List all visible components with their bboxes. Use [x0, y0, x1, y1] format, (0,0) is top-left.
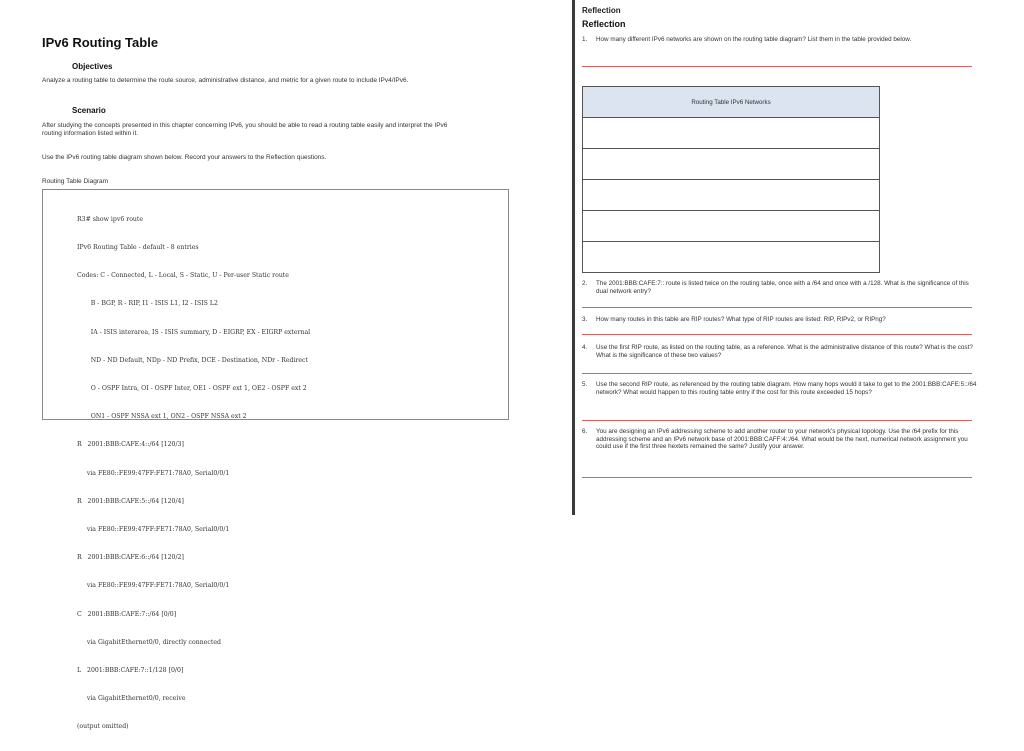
code-line: via FE80::FE99:47FF:FE71:78A0, Serial0/0/1	[77, 526, 230, 534]
code-line: via FE80::FE99:47FF:FE71:78A0, Serial0/0/1	[77, 469, 230, 477]
question-number: 2.	[582, 280, 588, 287]
diagram-label: Routing Table Diagram	[42, 178, 108, 185]
question-text: Use the first RIP route, as listed on the routing table, as a reference. What is the administrative distance of this route? What is the cost? What is the significance of these two values?	[596, 344, 973, 359]
code-line: C 2001:BBB:CAFE:7::/64 [0/0]	[77, 610, 177, 618]
scenario-text: After studying the concepts presented in this chapter concerning IPv6, you should be able to read a routing table easily and interpret the IPv6 routing information listed within it.	[42, 122, 448, 137]
objectives-heading: Objectives	[72, 62, 113, 71]
question-number: 1.	[582, 36, 588, 43]
code-line: via GigabitEthernet0/0, receive	[77, 695, 186, 703]
code-line: ON1 - OSPF NSSA ext 1, ON2 - OSPF NSSA ext 2	[77, 413, 247, 421]
answer-line[interactable]	[582, 477, 972, 478]
table-cell[interactable]	[583, 211, 880, 242]
answer-line[interactable]	[582, 420, 972, 421]
code-line: R3# show ipv6 route	[77, 215, 144, 223]
table-cell[interactable]	[583, 242, 880, 273]
code-line: IPv6 Routing Table - default - 8 entries	[77, 244, 199, 252]
code-line: O - OSPF Intra, OI - OSPF Inter, OE1 - OSPF ext 1, OE2 - OSPF ext 2	[77, 385, 307, 393]
table-cell[interactable]	[583, 180, 880, 211]
question-number: 5.	[582, 381, 588, 388]
question-text: Use the second RIP route, as referenced by the routing table diagram. How many hops would it take to get to the 2001:BBB:CAFE:5::/64 network? What would happen to this routing table entry if the cost for this route exceeded 15 hops?	[596, 381, 977, 396]
question-number: 6.	[582, 428, 588, 435]
question-text: How many routes in this table are RIP routes? What type of RIP routes are listed: RIP, RIPv2, or RIPng?	[596, 316, 886, 323]
code-line: Codes: C - Connected, L - Local, S - Static, U - Per-user Static route	[77, 272, 289, 280]
reflection-title: Reflection	[582, 19, 626, 29]
question-text: You are designing an IPv6 addressing scheme to add another router to your network's physical topology. Use the /64 prefix for this addressing scheme and an IPv6 network base of 2001:BBB:CAFF:4::/64. What would be the next, numerical network assignment you could use if the first three hextets remained the same? Justify your answer.	[596, 428, 968, 451]
right-page	[575, 0, 1024, 515]
code-line: R 2001:BBB:CAFE:5::/64 [120/4]	[77, 497, 184, 505]
routing-table-diagram	[42, 189, 509, 731]
code-line: IA - ISIS interarea, IS - ISIS summary, D - EIGRP, EX - EIGRP external	[77, 328, 311, 336]
table-cell[interactable]	[583, 149, 880, 180]
answer-line[interactable]	[582, 307, 972, 308]
code-line: ND - ND Default, NDp - ND Prefix, DCE - Destination, NDr - Redirect	[77, 356, 309, 364]
code-line: (output omitted)	[77, 723, 129, 731]
question-text: The 2001:BBB:CAFE:7:: route is listed twice on the routing table, once with a /64 and once with a /128. What is the significance of this dual network entry?	[596, 280, 969, 295]
code-line: R 2001:BBB:CAFE:4::/64 [120/3]	[77, 441, 184, 449]
instructions-text: Use the IPv6 routing table diagram shown below. Record your answers to the Reflection questions.	[42, 154, 327, 161]
code-line: via FE80::FE99:47FF:FE71:78A0, Serial0/0/1	[77, 582, 230, 590]
objectives-text: Analyze a routing table to determine the route source, administrative distance, and metric for a given route to include IPv4/IPv6.	[42, 77, 409, 84]
question-text: How many different IPv6 networks are shown on the routing table diagram? List them in the table provided below.	[596, 36, 912, 43]
answer-line[interactable]	[582, 334, 972, 335]
code-line: via GigabitEthernet0/0, directly connected	[77, 638, 221, 646]
question-number: 4.	[582, 344, 588, 351]
code-line: B - BGP, R - RIP, I1 - ISIS L1, I2 - ISIS L2	[77, 300, 218, 308]
code-block	[77, 196, 310, 751]
answer-line[interactable]	[582, 373, 972, 374]
table-cell[interactable]	[583, 118, 880, 149]
networks-table	[582, 86, 880, 273]
code-line: R 2001:BBB:CAFE:6::/64 [120/2]	[77, 554, 184, 562]
code-line: L 2001:BBB:CAFE:7::1/128 [0/0]	[77, 667, 184, 675]
clipped-heading: Reflection	[582, 6, 621, 15]
table-header: Routing Table IPv6 Networks	[583, 87, 880, 118]
answer-line[interactable]	[582, 66, 972, 67]
document-title: IPv6 Routing Table	[42, 35, 159, 50]
scenario-heading: Scenario	[72, 106, 106, 115]
question-number: 3.	[582, 316, 588, 323]
